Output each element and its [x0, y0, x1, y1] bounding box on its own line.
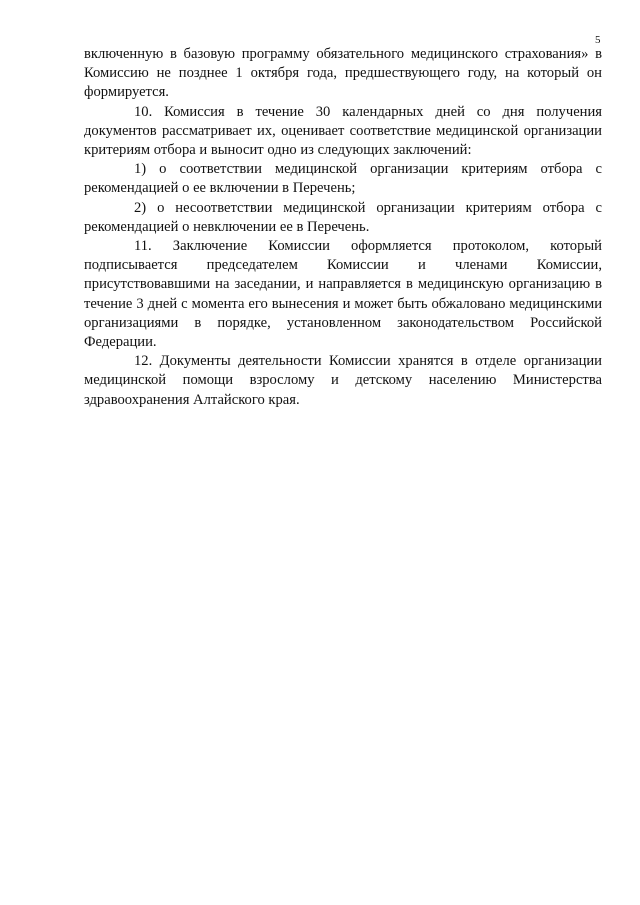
paragraph-continuation: включенную в базовую программу обязательного медицинского страхования» в Комиссию не позднее 1 октября года, предшествующего году, на который он формируется.: [84, 46, 602, 101]
paragraph-10-item-2: 2) о несоответствии медицинской организации критериям отбора с рекомендацией о невключении ее в Перечень.: [84, 199, 602, 235]
document-body: [84, 45, 602, 410]
paragraph-11: 11. Заключение Комиссии оформляется протоколом, который подписывается председателем Комиссии и членами Комиссии, присутствовавшими на заседании, и направляется в медицинскую организацию в течение 3 дней с момента его вынесения и может быть обжаловано медицинскими организациями в порядке, установленном законодательством Российской Федерации.: [84, 238, 602, 351]
paragraph-12: 12. Документы деятельности Комиссии хранятся в отделе организации медицинской помощи взрослому и детскому населению Министерства здравоохранения Алтайского края.: [84, 353, 602, 408]
paragraph-10: 10. Комиссия в течение 30 календарных дней со дня получения документов рассматривает их, оценивает соответствие медицинской организации критериям отбора и выносит одно из следующих заключений:: [84, 103, 602, 159]
paragraph-10-item-1: 1) о соответствии медицинской организации критериям отбора с рекомендацией о ее включении в Перечень;: [84, 161, 602, 197]
page-number: 5: [595, 34, 601, 46]
